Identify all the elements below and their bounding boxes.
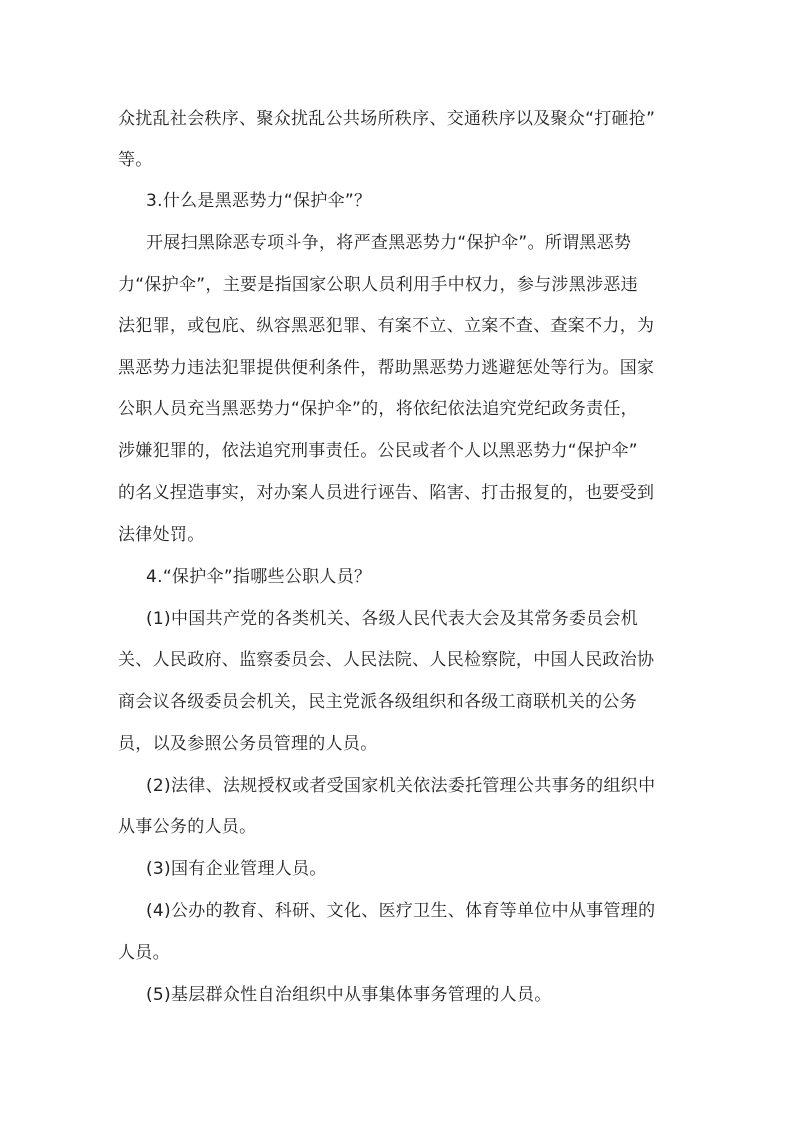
section-heading: 4.“保护伞”指哪些公职人员？ xyxy=(146,567,372,587)
text-line: 商会议各级委员会机关，民主党派各级组织和各级工商联机关的公务 xyxy=(118,692,637,712)
text-line: 人员。 xyxy=(118,943,170,963)
text-line: 公职人员充当黑恶势力“保护伞”的，将依纪依法追究党纪政务责任， xyxy=(118,399,638,419)
text-line: (1)中国共产党的各类机关、各级人民代表大会及其常务委员会机 xyxy=(146,609,639,629)
text-line: 涉嫌犯罪的，依法追究刑事责任。公民或者个人以黑恶势力“保护伞” xyxy=(118,441,638,461)
text-line: 的名义捏造事实，对办案人员进行诬告、陷害、打击报复的，也要受到 xyxy=(118,483,655,503)
text-line: 关、人民政府、监察委员会、人民法院、人民检察院，中国人民政治协 xyxy=(118,650,655,670)
text-line: (3)国有企业管理人员。 xyxy=(146,859,327,879)
text-line: 员，以及参照公务员管理的人员。 xyxy=(118,734,378,754)
text-line: (5)基层群众性自治组织中从事集体事务管理的人员。 xyxy=(146,985,552,1005)
text-line: 开展扫黑除恶专项斗争，将严查黑恶势力“保护伞”。所谓黑恶势 xyxy=(146,233,632,253)
text-line: 众扰乱社会秩序、聚众扰乱公共场所秩序、交通秩序以及聚众“打砸抢” xyxy=(118,109,656,129)
text-line: (4)公办的教育、科研、文化、医疗卫生、体育等单位中从事管理的 xyxy=(146,901,656,921)
text-line: 黑恶势力违法犯罪提供便利条件，帮助黑恶势力逃避惩处等行为。国家 xyxy=(118,358,655,378)
text-line: 从事公务的人员。 xyxy=(118,817,257,837)
text-line: 法犯罪，或包庇、纵容黑恶犯罪、有案不立、立案不查、查案不力，为 xyxy=(118,316,655,336)
text-line: 等。 xyxy=(118,150,153,170)
text-line: 力“保护伞”，主要是指国家公职人员利用手中权力，参与涉黑涉恶违 xyxy=(118,275,638,295)
section-heading: 3.什么是黑恶势力“保护伞”？ xyxy=(146,191,372,211)
text-line: (2)法律、法规授权或者受国家机关依法委托管理公共事务的组织中 xyxy=(146,776,656,796)
text-line: 法律处罚。 xyxy=(118,525,205,545)
